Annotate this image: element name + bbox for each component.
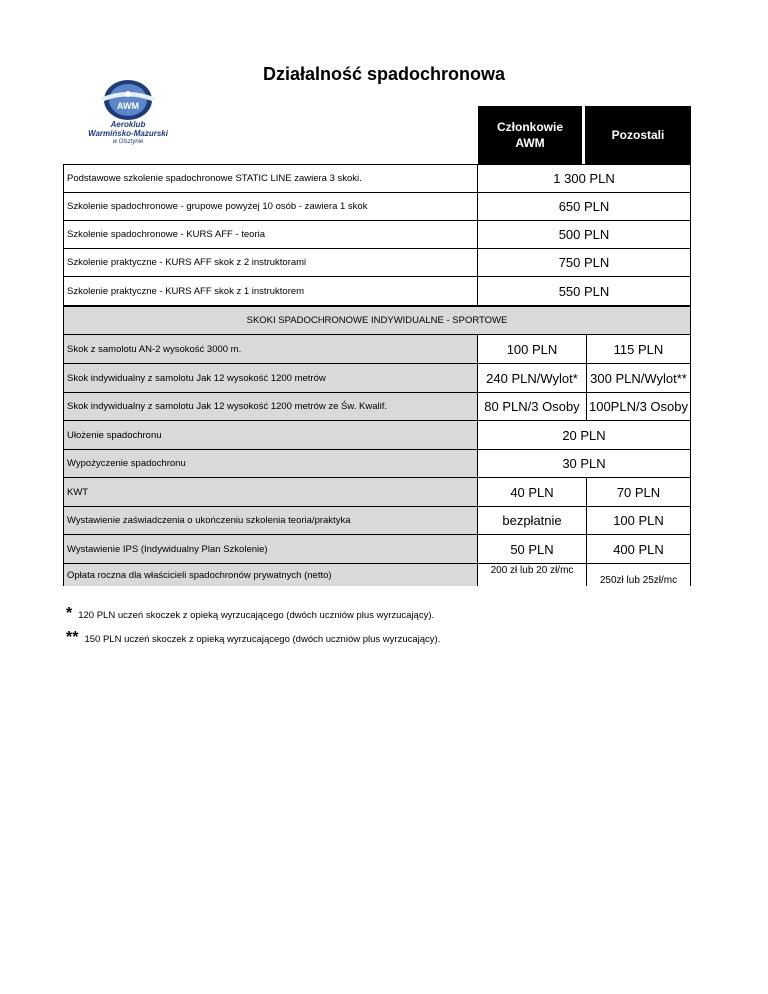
row-price: 30 PLN [562,456,606,471]
table-row [63,277,691,306]
price-others: 400 PLN [613,541,664,557]
table-row [63,221,691,249]
row-label: Skok z samolotu AN-2 wysokość 3000 m. [64,335,478,363]
logo-badge: AWM [117,101,139,111]
row-label: Podstawowe szkolenie spadochronowe STATIC LINE zawiera 3 skoki. [64,165,478,192]
price-members: 80 PLN/3 Osoby [478,393,587,420]
row-label: Wystawienie zaświadczenia o ukończeniu szkolenia teoria/praktyka [64,507,478,534]
row-label: Opłata roczna dla właścicieli spadochronów prywatnych (netto) [64,564,478,586]
table-row [63,421,691,450]
footnote-text: 120 PLN uczeń skoczek z opieką wyrzucającego (dwóch uczniów plus wyrzucający). [78,610,435,621]
price-others: 70 PLN [616,484,661,500]
table-row [63,335,691,364]
logo-line2: Warmińsko-Mazurski [88,129,168,138]
header-members [478,106,582,164]
price-others-text: 250zł lub 25zł/mc [599,575,678,586]
table-row [63,364,691,393]
price-members-text: 200 zł lub 20 zł/mc [490,565,574,576]
price-members: 40 PLN [478,478,587,506]
price-others: 100 PLN [613,513,664,528]
header-members-label: Członkowie AWM [496,120,563,150]
row-label: Szkolenie spadochronowe - grupowe powyżej 10 osób - zawiera 1 skok [64,193,478,220]
table-row [63,535,691,564]
price-members: 50 PLN [478,535,587,563]
table-row [63,164,691,193]
row-price: 750 PLN [558,255,610,270]
row-label: Szkolenie praktyczne - KURS AFF skok z 1 instruktorem [64,277,478,305]
row-label: Wypożyczenie spadochronu [64,450,478,477]
table-row [63,450,691,478]
table-row [63,478,691,507]
price-others: 100PLN/3 Osoby [588,399,688,414]
price-members: 240 PLN/Wylot* [478,364,587,392]
footnote-marker: * [66,605,73,622]
header-others-label: Pozostali [611,128,665,142]
row-price: 20 PLN [562,427,606,443]
row-label: KWT [64,478,478,506]
section-header: SKOKI SPADOCHRONOWE INDYWIDUALNE - SPORTOWE [63,306,691,335]
row-label: Wystawienie IPS (Indywidualny Plan Szkolenie) [64,535,478,563]
row-price: 650 PLN [558,199,610,214]
footnote [66,629,440,647]
table-row [63,564,691,586]
logo-line1: Aeroklub [110,120,146,129]
header-others [585,106,691,164]
row-label: Ułożenie spadochronu [64,421,478,449]
table-row [63,507,691,535]
footnote-text: 150 PLN uczeń skoczek z opieką wyrzucającego (dwóch uczniów plus wyrzucający). [84,634,441,645]
price-members: bezpłatnie [478,507,587,534]
price-members [478,564,587,586]
price-others [587,564,690,586]
table-row [63,393,691,421]
row-label: Skok indywidualny z samolotu Jak 12 wysokość 1200 metrów ze Św. Kwalif. [64,393,478,420]
row-label: Skok indywidualny z samolotu Jak 12 wysokość 1200 metrów [64,364,478,392]
price-others: 300 PLN/Wylot** [590,370,687,386]
row-price: 550 PLN [558,283,610,299]
table-row [63,193,691,221]
page-title: Działalność spadochronowa [262,64,506,84]
logo-text [62,120,194,146]
price-members: 100 PLN [478,335,587,363]
row-label: Szkolenie spadochronowe - KURS AFF - teoria [64,221,478,248]
table-row [63,249,691,277]
price-others: 115 PLN [613,341,664,357]
footnote [66,605,434,623]
footnote-marker: ** [66,629,79,646]
logo-line3: w Olsztynie [112,139,144,145]
row-price: 500 PLN [558,227,610,242]
row-price: 1 300 PLN [553,171,615,186]
row-label: Szkolenie praktyczne - KURS AFF skok z 2 instruktorami [64,249,478,276]
